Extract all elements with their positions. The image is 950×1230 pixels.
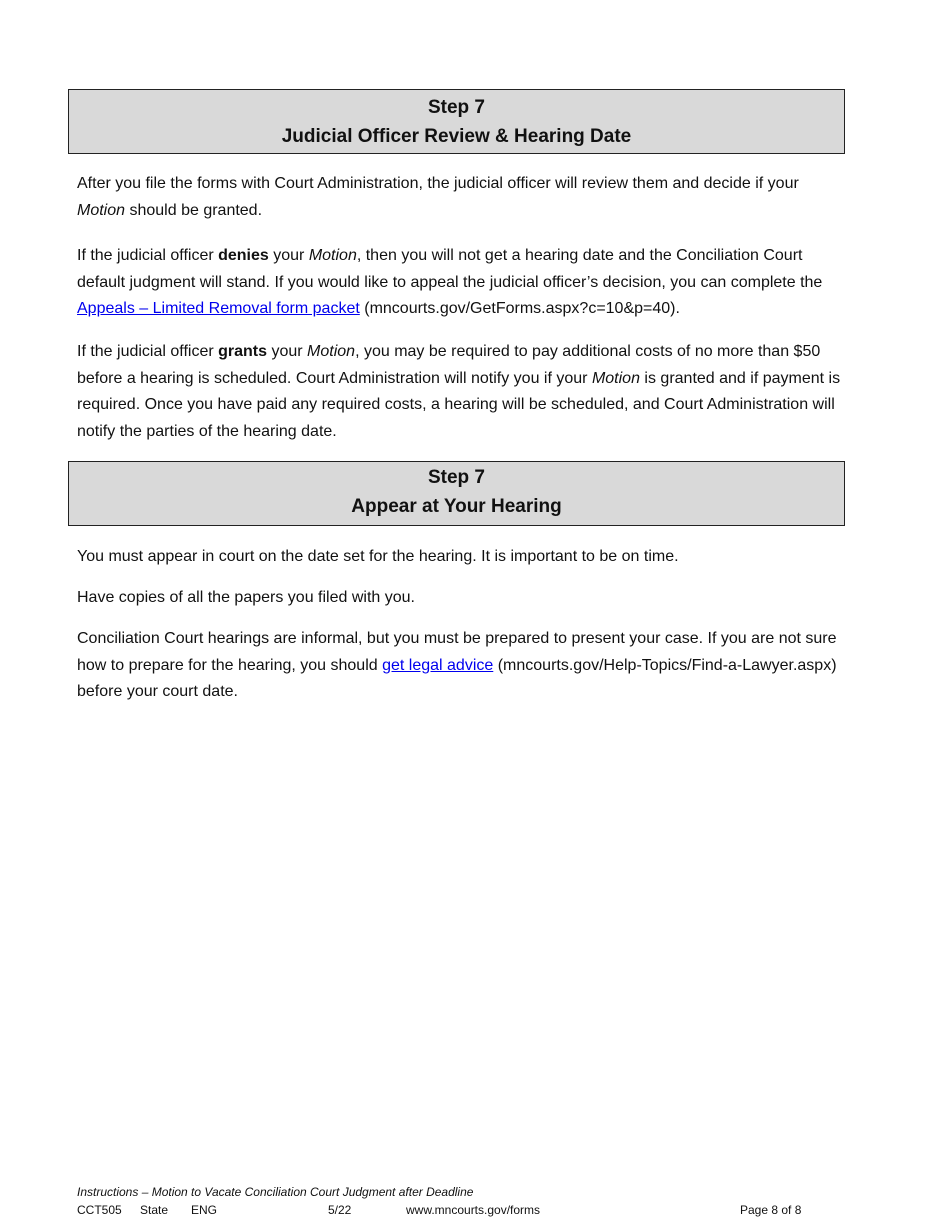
step-title: Appear at Your Hearing xyxy=(351,496,562,517)
paragraph-denies: If the judicial officer denies your Motion, then you will not get a hearing date and the Conciliation Court default judgment will stand. If you would like to appeal the judicial officer’s decision, you can complete the Appeals – Limited Removal form packet (mncourts.gov/GetForms.aspx?c=10&p=40). xyxy=(77,247,823,317)
paragraph-grants: If the judicial officer grants your Motion, you may be required to pay additional costs of no more than $50 before a hearing is scheduled. Court Administration will notify you if your Motion is granted and if payment is required. Once you have paid any required costs, a hearing will be scheduled, and Court Administration will notify the parties of the hearing date. xyxy=(77,343,841,440)
step-number: Step 7 xyxy=(427,97,486,118)
footer-form-title: Instructions – Motion to Vacate Conciliation Court Judgment after Deadline xyxy=(77,1185,474,1199)
step-header-review xyxy=(68,89,845,154)
footer-page-number: Page 8 of 8 xyxy=(740,1203,802,1217)
footer-form-code: CCT505 xyxy=(77,1203,122,1217)
paragraph-review-intro: After you file the forms with Court Administration, the judicial officer will review them and decide if your Motion should be granted. xyxy=(77,175,799,219)
footer-url: www.mncourts.gov/forms xyxy=(406,1203,541,1217)
footer-date: 5/22 xyxy=(328,1203,352,1217)
footer-state: State xyxy=(140,1203,169,1217)
step-number: Step 7 xyxy=(427,467,486,488)
paragraph-appear: You must appear in court on the date set for the hearing. It is important to be on time. xyxy=(77,548,679,565)
legal-advice-link[interactable]: get legal advice xyxy=(382,656,494,674)
appeals-form-link[interactable]: Appeals – Limited Removal form packet xyxy=(77,300,360,317)
footer-language: ENG xyxy=(191,1203,218,1217)
paragraph-copies: Have copies of all the papers you filed with you. xyxy=(77,589,415,606)
paragraph-informal: Conciliation Court hearings are informal, but you must be prepared to present your case. If you are not sure how to prepare for the hearing, you should get legal advice (mncourts.gov/Help-Topics/Find-a-Lawyer.aspx) before your court date. xyxy=(77,630,837,700)
step-header-hearing xyxy=(68,461,845,526)
step-title: Judicial Officer Review & Hearing Date xyxy=(281,126,632,147)
